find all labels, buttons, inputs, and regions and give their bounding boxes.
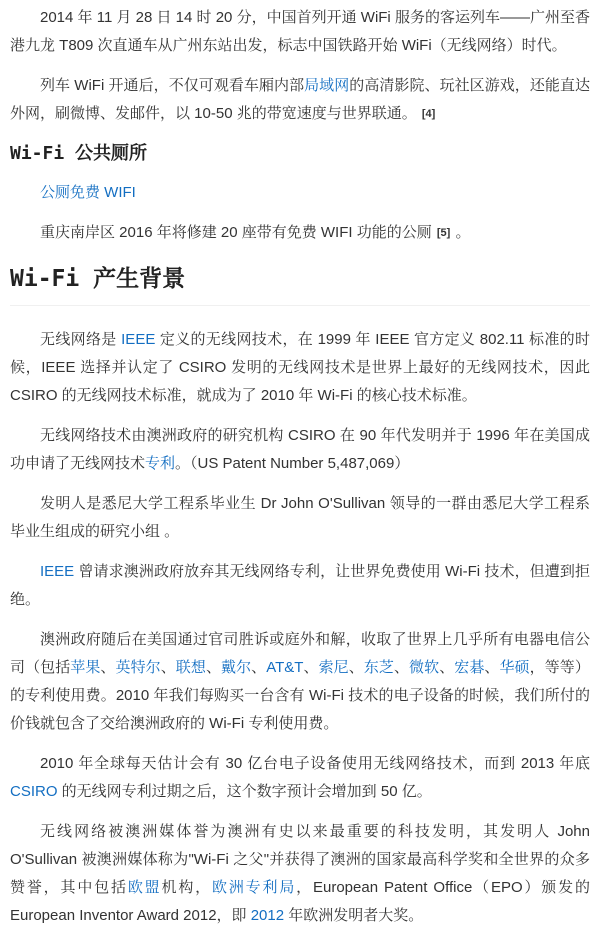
inline-link[interactable]: 微软 [409,659,440,676]
text-segment: 无线网络技术由澳洲政府的研究机构 CSIRO 在 90 年代发明并于 1996 年在美国成功申请了无线网技术 [10,427,590,472]
inline-link[interactable]: 专利 [145,455,176,472]
inline-link[interactable]: 欧洲专利局 [212,879,297,896]
paragraph-royalties [10,626,590,738]
text-segment: ，等等）的专利使用费。2010 年我们每购买一台含有 Wi-Fi 技术的电子设备的时候，我们所付的价钱就包含了交给澳洲政府的 Wi-Fi 专利使用费。 [10,659,590,732]
text-segment: 2014 年 11 月 28 日 14 时 20 分，中国首列开通 WiFi 服务的客运列车——广州至香港九龙 T809 次直通车从广州东站出发，标志中国铁路开始 WiFi（无线网络）时代。 [10,9,590,54]
paragraph-chongqing-toilets [10,219,590,248]
inline-link[interactable]: 宏碁 [454,659,485,676]
section-heading-wifi-background: Wi-Fi 产生背景 [10,262,590,306]
reference-marker[interactable]: [5] [436,227,451,239]
text-segment: 2010 年全球每天估计会有 30 亿台电子设备使用无线网络技术，而到 2013 年底 [40,755,590,772]
text-segment: 发明人是悉尼大学工程系毕业生 Dr John O'Sullivan 领导的一群由悉尼大学工程系毕业生组成的研究小组 。 [10,495,590,540]
link-line-free-wifi-toilet [10,179,590,207]
paragraph-train-wifi-launch [10,4,590,60]
text-segment: 澳洲政府随后在美国通过官司胜诉或庭外和解，收取了世界上几乎所有电器电信公司（包括 [10,631,590,676]
text-segment: 、 [393,659,410,676]
inline-link[interactable]: 公厕免费 WIFI [40,184,136,201]
inline-link[interactable]: 2012 [250,907,285,924]
inline-link[interactable]: 苹果 [70,659,101,676]
reference-marker[interactable]: [4] [421,108,436,120]
text-segment: 列车 WiFi 开通后，不仅可观看车厢内部 [40,77,305,94]
text-segment: 。 [451,224,471,241]
paragraph-train-wifi-features [10,72,590,129]
section-heading-wifi-public-toilet: Wi-Fi 公共厕所 [10,143,148,164]
text-segment: 机构， [161,879,212,896]
text-segment: 、 [160,659,176,676]
text-segment: 、 [303,659,319,676]
paragraph-ieee-standard [10,326,590,410]
text-segment: 的高清影院、玩社区游戏，还能直达外网，刷微博、发邮件，以 10-50 兆的带宽速度与世界联通。 [10,77,590,122]
text-segment: 、 [439,659,455,676]
paragraph-device-count [10,750,590,806]
text-segment: 、 [348,659,364,676]
paragraph-awards [10,818,590,930]
paragraph-ieee-request [10,558,590,614]
text-segment: 、 [251,659,267,676]
paragraph-inventor [10,490,590,546]
text-segment: 重庆南岸区 2016 年将修建 20 座带有免费 WIFI 功能的公厕 [40,224,436,241]
text-segment: 、 [205,659,222,676]
paragraph-csiro-patent [10,422,590,478]
inline-link[interactable]: 欧盟 [127,879,162,896]
text-segment: 年欧洲发明者大奖。 [284,907,424,924]
inline-link[interactable]: CSIRO [10,783,58,800]
inline-link[interactable]: 局域网 [304,77,350,94]
inline-link[interactable]: 联想 [175,659,206,676]
inline-link[interactable]: 英特尔 [115,659,161,676]
text-segment: 。（US Patent Number 5,487,069） [175,455,410,472]
text-segment: 、 [100,659,116,676]
text-segment: 定义的无线网技术，在 1999 年 IEEE 官方定义 802.11 标准的时候，IEEE 选择并认定了 CSIRO 发明的无线网技术是世界上最好的无线网技术，因此 CSIRO 的无线网技术标准，就成为了 2010 年 Wi-Fi 的核心技术标准。 [10,331,590,404]
inline-link[interactable]: AT&T [266,659,304,676]
text-segment: 无线网络被澳洲媒体誉为澳洲有史以来最重要的科技发明，其发明人 John O'Sullivan 被澳洲媒体称为"Wi-Fi 之父"并获得了澳洲的国家最高科学奖和全世界的众多赞誉，其中包括 [10,823,590,896]
inline-link[interactable]: 华硕 [499,659,530,676]
text-segment: 的无线网专利过期之后，这个数字预计会增加到 50 亿。 [57,783,432,800]
inline-link[interactable]: 东芝 [363,659,394,676]
text-segment: 、 [484,659,500,676]
inline-link[interactable]: 索尼 [318,659,349,676]
article-content [0,4,600,930]
inline-link[interactable]: IEEE [40,563,75,580]
text-segment: 曾请求澳洲政府放弃其无线网络专利，让世界免费使用 Wi-Fi 技术，但遭到拒绝。 [10,563,590,608]
text-segment: 无线网络是 [40,331,122,348]
inline-link[interactable]: 戴尔 [221,659,252,676]
text-segment: ，European Patent Office（EPO）颁发的 European Inventor Award 2012，即 [10,879,590,924]
inline-link[interactable]: IEEE [121,331,156,348]
